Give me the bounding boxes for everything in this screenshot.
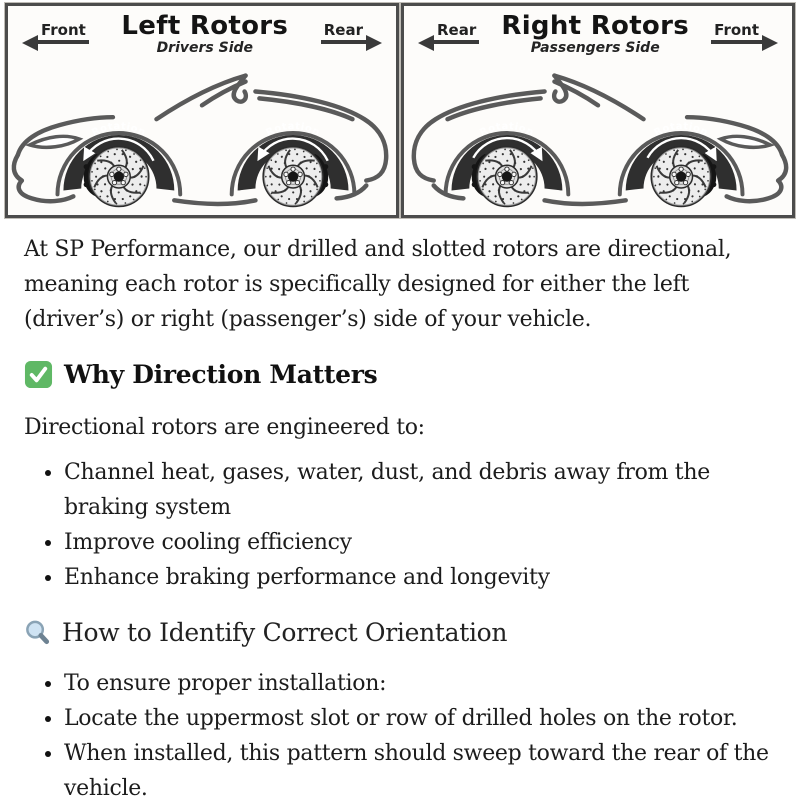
list-item: • Channel heat, gases, water, dust, and debris away from the braking system	[64, 455, 764, 525]
magnifying-glass-icon	[24, 619, 51, 646]
orientation-steps-list	[24, 666, 776, 806]
section-heading-why-direction-matters	[24, 357, 776, 392]
list-intro: Directional rotors are engineered to:	[24, 415, 425, 440]
panel-title: Right Rotors	[501, 11, 689, 41]
rotation-label: Rotation	[264, 120, 322, 139]
direction-text: Rear	[321, 21, 366, 44]
right-rotors-panel	[401, 3, 795, 218]
left-panel-header	[8, 6, 396, 54]
right-panel-header	[404, 6, 792, 54]
heading-text: How to Identify Correct Orientation	[62, 618, 508, 647]
list-item: • Enhance braking performance and longevity	[64, 560, 764, 595]
front-direction-label	[711, 21, 778, 44]
list-item: • Improve cooling efficiency	[64, 525, 764, 560]
panel-title: Left Rotors	[121, 11, 289, 41]
benefits-list	[24, 455, 764, 595]
panel-subtitle: Passengers Side	[530, 40, 660, 56]
front-direction-label	[22, 21, 89, 44]
rear-direction-label	[321, 21, 382, 44]
intro-paragraph: At SP Performance, our drilled and slotted rotors are directional, meaning each rotor is specifically designed for either the left (driver’s) or right (passenger’s) side of your vehicle.	[24, 237, 732, 332]
left-panel-title-block	[89, 13, 321, 56]
right-panel-title-block	[479, 13, 711, 56]
left-rotors-panel	[5, 3, 399, 218]
rotor-direction-diagram	[5, 3, 795, 218]
rotation-label: Rotation	[652, 120, 710, 139]
arrow-left-icon	[418, 35, 434, 51]
direction-text: Front	[38, 21, 89, 44]
arrow-right-icon	[366, 35, 382, 51]
check-mark-icon	[24, 360, 53, 389]
rotation-label: Rotation	[90, 120, 148, 139]
article-content	[0, 218, 800, 806]
direction-text: Front	[711, 21, 762, 44]
rear-direction-label	[418, 21, 479, 44]
list-item: • Locate the uppermost slot or row of drilled holes on the rotor.	[64, 701, 776, 736]
arrow-left-icon	[22, 35, 38, 51]
heading-text: Why Direction Matters	[64, 360, 378, 389]
arrow-right-icon	[762, 35, 778, 51]
rotation-label: Rotation	[478, 120, 536, 139]
car-sketch-right	[404, 56, 792, 218]
car-sketch-left	[8, 56, 396, 218]
direction-text: Rear	[434, 21, 479, 44]
panel-subtitle: Drivers Side	[156, 40, 254, 56]
list-item: • When installed, this pattern should sweep toward the rear of the vehicle.	[64, 736, 776, 806]
list-item: • To ensure proper installation:	[64, 666, 776, 701]
section-heading-how-to-identify	[24, 615, 776, 650]
